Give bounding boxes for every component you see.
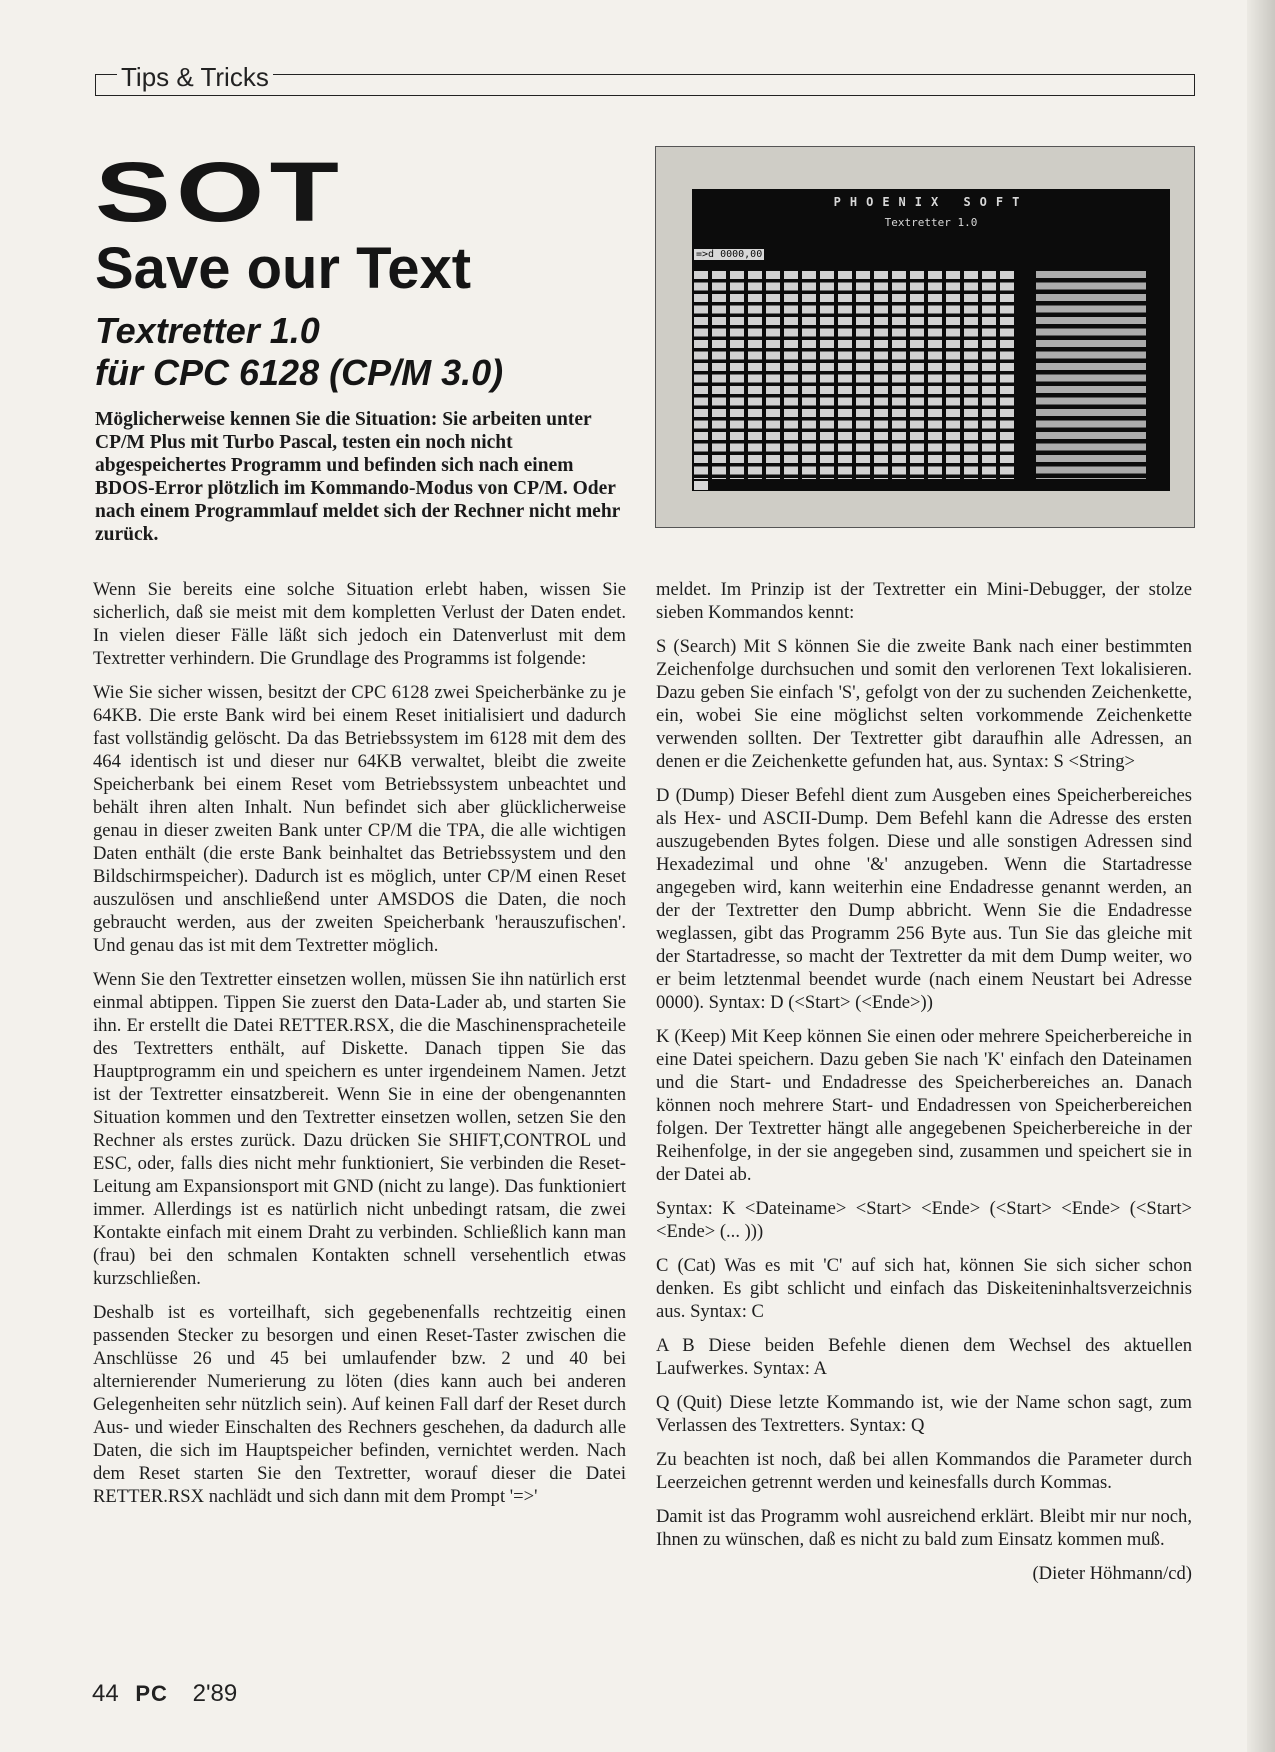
command-quit: Q (Quit) Diese letzte Kommando ist, wie der Name schon sagt, zum Verlassen des Textretters. Syntax: Q xyxy=(656,1392,1192,1436)
ascii-dump-area xyxy=(1036,271,1146,479)
screen-title: PHOENIX SOFT xyxy=(833,195,1029,209)
command-keep: K (Keep) Mit Keep können Sie einen oder mehrere Speicherbereiche in eine Datei speichern. Dazu geben Sie nach 'K' einfach den Dateinamen und die Start- und Endadresse des Speicherbereiches an. Danach können noch mehrere Start- und Endadressen von Speicherbereichen folgen. Der Textretter hängt alle angegebenen Speicherbereiche in der Reihenfolge, in der sie angegeben sind, zusammen und speichert sie in der Datei ab. xyxy=(656,1026,1192,1185)
page-footer xyxy=(92,1680,237,1708)
left-column xyxy=(93,578,626,1519)
command-search: S (Search) Mit S können Sie die zweite Bank nach einer bestimmten Zeichenfolge durchsuchen und somit den verlorenen Text lokalisieren. Dazu geben Sie einfach 'S', gefolgt von der zu suchenden Zeichenkette, ein, wobei Sie eine möglichst selten vorkommende Zeichenkette verwenden sollten. Der Textretter gibt daraufhin alle Adressen, an denen er die Zeichenkette gefunden hat, aus. Syntax: S <String> xyxy=(656,636,1192,772)
article-tagline xyxy=(95,310,503,394)
body-paragraph: Deshalb ist es vorteilhaft, sich gegebenenfalls rechtzeitig einen passenden Stecker zu besorgen und einen Reset-Taster zwischen die Anschlüsse 26 und 45 bei umlaufender bzw. 2 und 40 bei alternierender Numerierung zu löten (dies kann auch bei anderen Gelegenheiten sehr nützlich sein). Auf keinen Fall darf der Reset durch Aus- und wieder Einschalten des Rechners geschehen, da dadurch alle Daten, die sich im Hauptspeicher befinden, vernichtet werden. Nach dem Reset starten Sie den Textretter, worauf dieser die Datei RETTER.RSX nachlädt und sich dann mit dem Prompt '=>' xyxy=(93,1302,626,1507)
body-paragraph: Wenn Sie bereits eine solche Situation erlebt haben, wissen Sie sicherlich, daß sie meist mit dem kompletten Verlust der Daten endet. In vielen dieser Fälle läßt sich jedoch ein Datenverlust mit dem Textretter verhindern. Die Grundlage des Programms ist folgende: xyxy=(93,579,626,669)
body-paragraph: Zu beachten ist noch, daß bei allen Kommandos die Parameter durch Leerzeichen getrennt werden und keinesfalls durch Kommas. xyxy=(656,1449,1192,1493)
command-drive: A B Diese beiden Befehle dienen dem Wechsel des aktuellen Laufwerkes. Syntax: A xyxy=(656,1335,1192,1379)
tagline-line-1: Textretter 1.0 xyxy=(95,310,320,351)
tagline-line-2: für CPC 6128 (CP/M 3.0) xyxy=(95,352,504,393)
command-cat: C (Cat) Was es mit 'C' auf sich hat, können Sie sich sicher schon denken. Es gibt schlicht und einfach das Diskeiteninhaltsverzeichnis aus. Syntax: C xyxy=(656,1255,1192,1322)
body-paragraph: meldet. Im Prinzip ist der Textretter ein Mini-Debugger, der stolze sieben Kommandos kennt: xyxy=(656,579,1192,623)
screen-prompt: =>d 0000,00 xyxy=(696,249,763,260)
command-dump: D (Dump) Dieser Befehl dient zum Ausgeben eines Speicherbereiches als Hex- und ASCII-Dump. Dem Befehl kann die Adresse des ersten auszugebenden Bytes folgen. Diese und alle sonstigen Adressen sind Hexadezimal und ohne '&' anzugeben. Wenn die Startadresse angegeben wird, kann weiterhin eine Endadresse genannt werden, an der der Textretter den Dump abbricht. Wenn Sie die Endadresse weglassen, gibt das Programm 256 Byte aus. Tun Sie das gleiche mit der Startadresse, so macht der Textretter da mit dem Dump weiter, wo er beim letztenmal beendet wurde (nach einem Neustart bei Adresse 0000). Syntax: D (<Start> (<Ende>)) xyxy=(656,785,1192,1013)
hex-dump-area xyxy=(694,271,1014,479)
screen-subtitle: Textretter 1.0 xyxy=(884,216,978,229)
program-screenshot xyxy=(655,146,1195,528)
body-paragraph: Damit ist das Programm wohl ausreichend erklärt. Bleibt mir nur noch, Ihnen zu wünschen, daß es nicht zu bald zum Einsatz kommen muß. xyxy=(656,1506,1192,1550)
body-paragraph: Wenn Sie den Textretter einsetzen wollen, müssen Sie ihn natürlich erst einmal abtippen. Tippen Sie zuerst den Data-Lader ab, und starten Sie ihn. Er erstellt die Datei RETTER.RSX, die die Maschinenspracheteile des Textretters enthält, auf Diskette. Danach tippen Sie das Hauptprogramm ein und speichern es unter irgendeinem Namen. Jetzt ist der Textretter einsatzbereit. Wenn Sie in eine der obengenannten Situation kommen und den Textretter einsetzen wollen, setzen Sie den Rechner als erstes zurück. Dazu drücken Sie SHIFT,CONTROL und ESC, oder, falls dies nicht mehr funktioniert, Sie verbinden die Reset-Leitung am Expansionsport mit GND (nicht zu lange). Das funktioniert immer. Allerdings ist es natürlich nicht unbedingt ratsam, die zwei Kontakte einfach mit einem Draht zu verbinden. Schließlich kann man (frau) bei den schmalen Kontakten schnell versehentlich etwas kurzschließen. xyxy=(93,969,626,1289)
page-number: 44 xyxy=(92,1680,119,1707)
keep-syntax: Syntax: K <Dateiname> <Start> <Ende> (<Start> <Ende> (<Start> <Ende> (... ))) xyxy=(656,1198,1192,1242)
crt-screen xyxy=(692,189,1170,491)
article-title: SOT xyxy=(95,145,345,239)
body-paragraph: Wie Sie sicher wissen, besitzt der CPC 6128 zwei Speicherbänke zu je 64KB. Die erste Bank wird bei einem Reset initialisiert und dadurch fast vollständig gelöscht. Da das Betriebssystem im 6128 mit dem des 464 identisch ist und dieser nur 64KB verwaltet, bleibt die zweite Speicherbank bei einem Reset vom Betriebssystem unbeachtet und behält ihren alten Inhalt. Nun befindet sich aber glücklicherweise genau in dieser zweiten Bank unter CP/M die TPA, die alle wichtigen Daten enthält (die erste Bank beinhaltet das Betriebssystem und den Bildschirmspeicher). Dadurch ist es möglich, unter CP/M einen Reset auszulösen und anschließend unter AMSDOS die Daten, die noch gebraucht werden, aus der zweiten Speicherbank 'herauszufischen'. Und genau das ist mit dem Textretter möglich. xyxy=(93,682,626,956)
author-signature: (Dieter Höhmann/cd) xyxy=(1032,1563,1192,1584)
magazine-logo: PC xyxy=(135,1681,168,1706)
screen-cursor xyxy=(694,481,708,490)
lead-paragraph: Möglicherweise kennen Sie die Situation: Sie arbeiten unter CP/M Plus mit Turbo Pascal, testen ein noch nicht abgespeichertes Programm und befinden sich nach einem BDOS-Error plötzlich im Kommando-Modus von CP/M. Oder nach einem Programmlauf meldet sich der Rechner nicht mehr zurück. xyxy=(95,409,620,545)
right-column xyxy=(656,578,1192,1585)
issue-number: 2'89 xyxy=(192,1680,238,1707)
section-label: Tips & Tricks xyxy=(117,62,273,93)
article-subtitle: Save our Text xyxy=(95,236,472,301)
page-edge-shadow xyxy=(1247,0,1275,1752)
